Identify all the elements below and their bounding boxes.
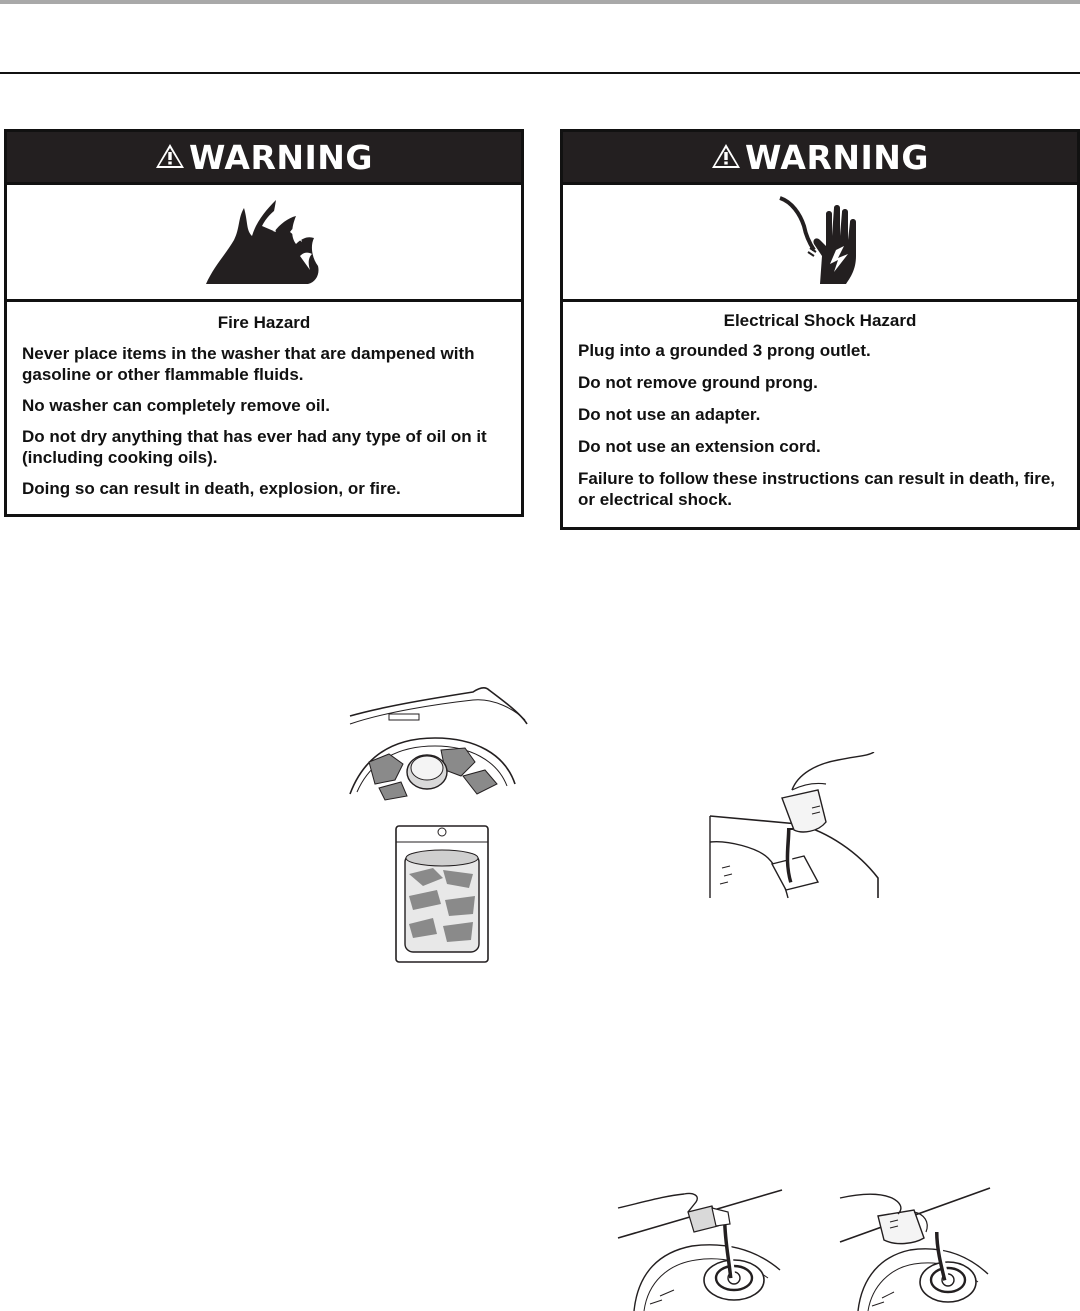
warning-line: Do not use an adapter. — [578, 405, 761, 424]
warning-header — [563, 132, 1077, 182]
top-gray-rule — [0, 0, 1080, 4]
fire-icon — [204, 196, 324, 288]
warning-triangle-icon — [155, 142, 185, 170]
warning-line: Doing so can result in death, explosion, or fire. — [22, 479, 401, 498]
warning-line: Plug into a grounded 3 prong outlet. — [578, 341, 871, 360]
pouring-detergent-into-dispenser-illustration — [708, 752, 886, 900]
electrical-shock-hazard-warning-box — [560, 129, 1080, 530]
pictogram-area — [563, 182, 1077, 302]
warning-header — [7, 132, 521, 182]
warning-line: Failure to follow these instructions can result in death, fire, or electrical shock. — [578, 469, 1056, 509]
warning-triangle-icon — [711, 142, 741, 170]
warning-label: WARNING — [189, 137, 373, 177]
pouring-liquid-into-agitator-cup-illustration — [614, 1186, 786, 1311]
header-rule — [0, 72, 1080, 74]
warning-label: WARNING — [745, 137, 929, 177]
hazard-title: Fire Hazard — [217, 313, 311, 332]
warning-line: Do not dry anything that has ever had any type of oil on it (including cooking oils). — [22, 427, 487, 467]
electric-shock-hand-icon — [770, 192, 870, 292]
hazard-title: Electrical Shock Hazard — [723, 311, 917, 330]
pouring-cup-into-agitator-illustration — [838, 1186, 992, 1311]
washer-loaded-front-view-illustration — [393, 820, 491, 965]
warning-line: Do not remove ground prong. — [578, 373, 818, 392]
fire-hazard-warning-box — [4, 129, 524, 517]
warning-text — [7, 302, 521, 499]
warning-line: Do not use an extension cord. — [578, 437, 821, 456]
pictogram-area — [7, 182, 521, 302]
warning-line: Never place items in the washer that are dampened with gasoline or other flammable fluids. — [22, 344, 475, 384]
washer-drum-top-view-illustration — [345, 684, 530, 804]
warning-text — [563, 302, 1077, 510]
warning-line: No washer can completely remove oil. — [22, 396, 331, 415]
